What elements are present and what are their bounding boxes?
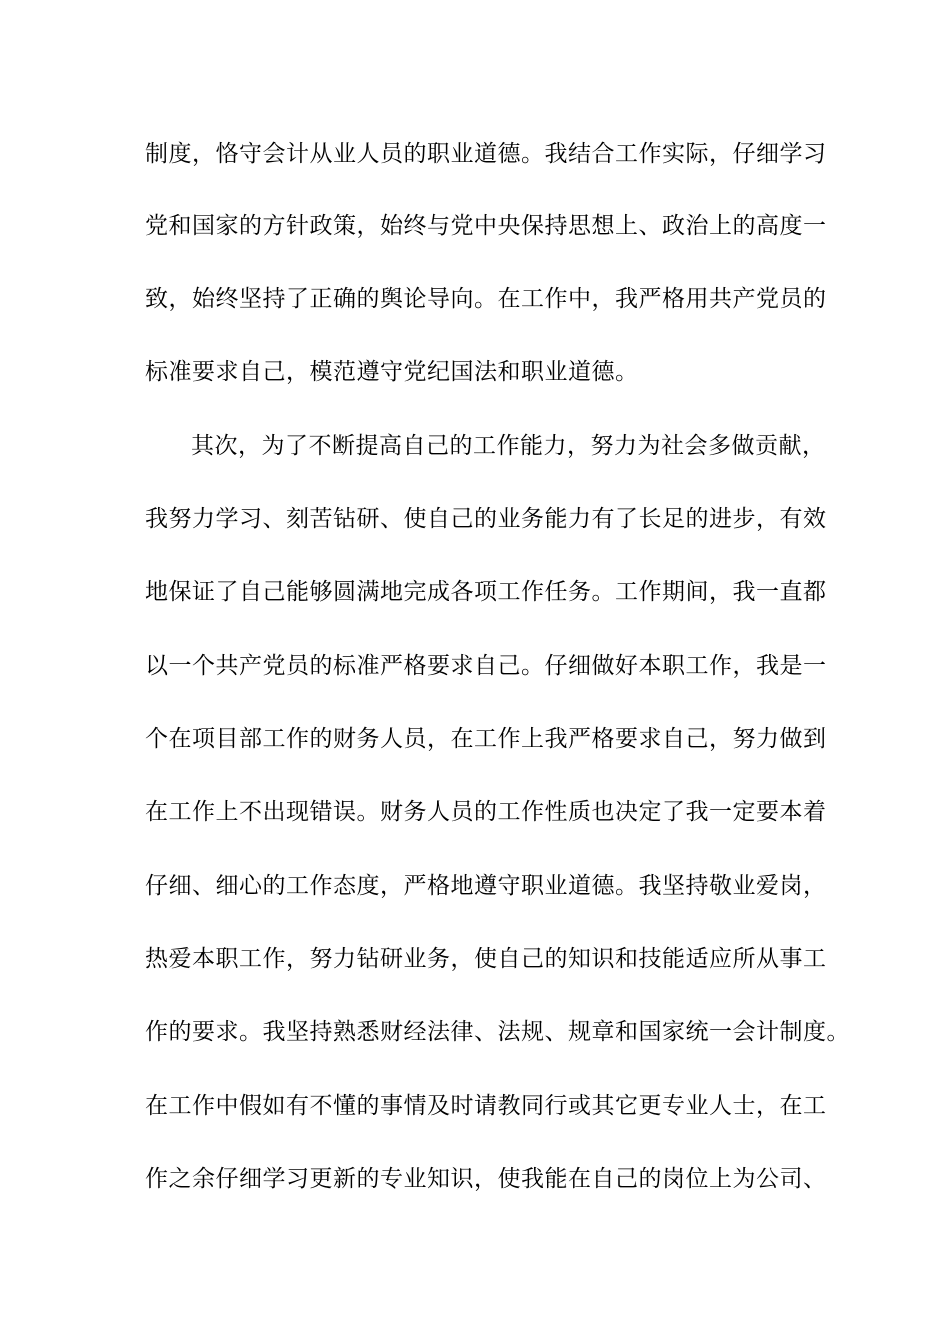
text-line: 在工作中假如有不懂的事情及时请教同行或其它更专业人士，在工 bbox=[145, 1093, 827, 1119]
text-line: 热爱本职工作，努力钻研业务，使自己的知识和技能适应所从事工 bbox=[145, 946, 827, 972]
text-line: 在工作上不出现错误。财务人员的工作性质也决定了我一定要本着 bbox=[145, 799, 827, 825]
text-line-paragraph-start: 其次，为了不断提高自己的工作能力，努力为社会多做贡献， bbox=[191, 433, 826, 459]
text-line: 党和国家的方针政策，始终与党中央保持思想上、政治上的高度一 bbox=[145, 213, 827, 239]
text-line: 仔细、细心的工作态度，严格地遵守职业道德。我坚持敬业爱岗， bbox=[145, 873, 827, 899]
text-line: 地保证了自己能够圆满地完成各项工作任务。工作期间，我一直都 bbox=[145, 579, 827, 605]
text-line: 制度，恪守会计从业人员的职业道德。我结合工作实际，仔细学习 bbox=[145, 141, 827, 167]
text-line: 我努力学习、刻苦钻研、使自己的业务能力有了长足的进步，有效 bbox=[145, 506, 827, 532]
text-line: 作之余仔细学习更新的专业知识，使我能在自己的岗位上为公司、 bbox=[145, 1166, 827, 1192]
text-line: 个在项目部工作的财务人员，在工作上我严格要求自己，努力做到 bbox=[145, 726, 827, 752]
text-line: 以一个共产党员的标准严格要求自己。仔细做好本职工作，我是一 bbox=[145, 653, 827, 679]
text-line: 作的要求。我坚持熟悉财经法律、法规、规章和国家统一会计制度。 bbox=[145, 1019, 850, 1045]
text-line: 标准要求自己，模范遵守党纪国法和职业道德。 bbox=[145, 359, 639, 385]
text-line: 致，始终坚持了正确的舆论导向。在工作中，我严格用共产党员的 bbox=[145, 286, 827, 312]
